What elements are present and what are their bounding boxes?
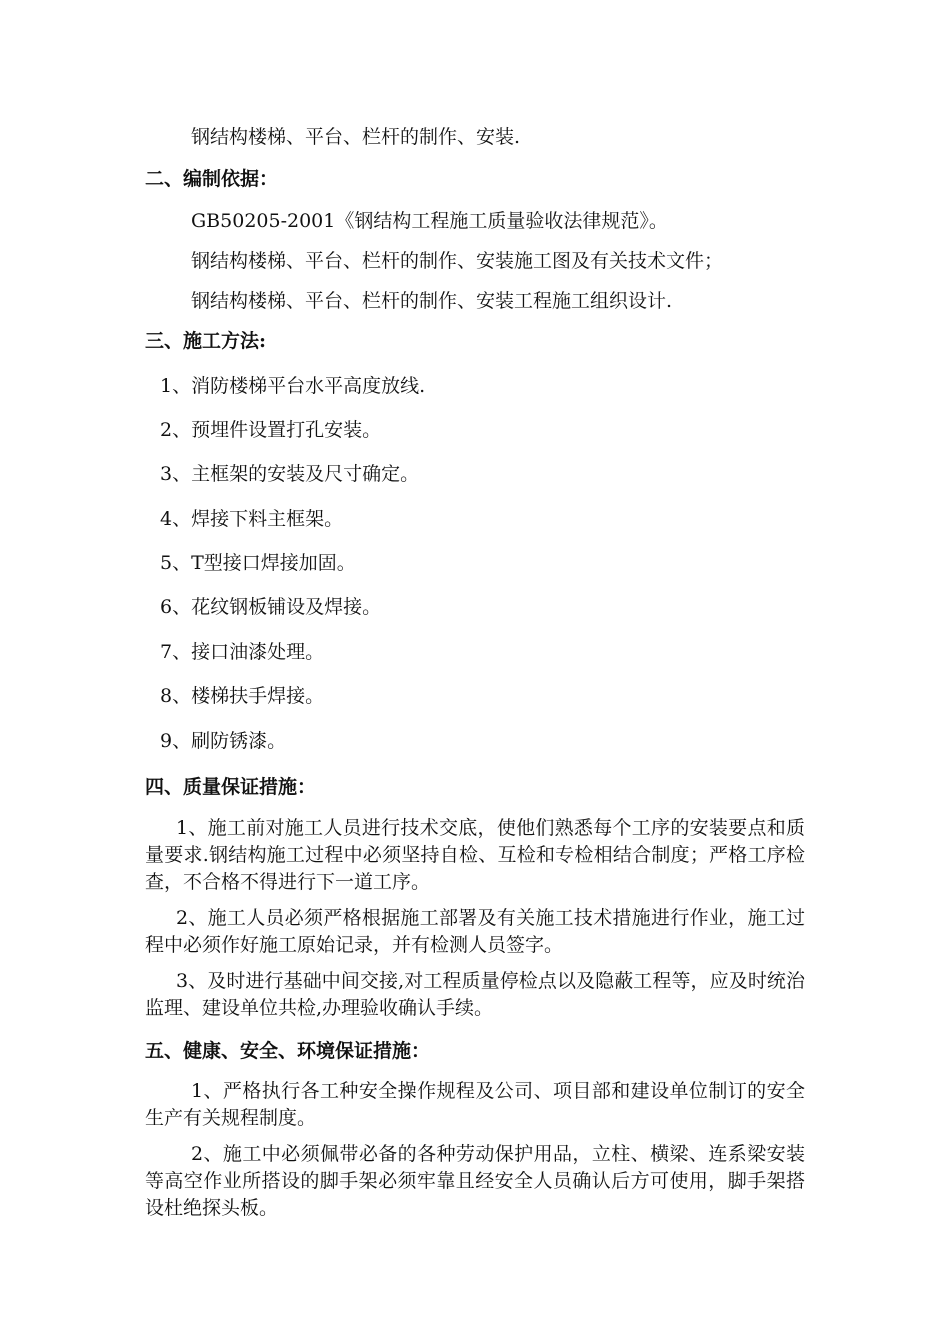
basis-item-2: 钢结构楼梯、平台、栏杆的制作、安装施工图及有关技术文件；: [191, 250, 724, 272]
safety-paragraph-2: 2、施工中必须佩带必备的各种劳动保护用品，立柱、横梁、连系梁安装等高空作业所搭设的脚手架必须牢靠且经安全人员确认后方可使用，脚手架搭设杜绝探头板。: [145, 1143, 805, 1219]
method-step-9: 9、刷防锈漆。: [160, 730, 287, 752]
quality-paragraph-3: 3、及时进行基础中间交接,对工程质量停检点以及隐蔽工程等，应及时统治监理、建设单位共检,办理验收确认手续。: [145, 970, 805, 1019]
method-step-1: 1、消防楼梯平台水平高度放线.: [160, 375, 426, 397]
method-step-4: 4、焊接下料主框架。: [160, 508, 344, 530]
method-step-8: 8、楼梯扶手焊接。: [160, 685, 325, 707]
intro-line: 钢结构楼梯、平台、栏杆的制作、安装.: [191, 126, 521, 148]
method-step-6: 6、花纹钢板铺设及焊接。: [160, 596, 382, 618]
basis-item-3: 钢结构楼梯、平台、栏杆的制作、安装工程施工组织设计.: [191, 290, 673, 312]
method-step-5: 5、T型接口焊接加固。: [160, 552, 356, 574]
method-step-2: 2、预埋件设置打孔安装。: [160, 419, 382, 441]
method-step-3: 3、主框架的安装及尺寸确定。: [160, 463, 420, 485]
quality-paragraph-1: 1、施工前对施工人员进行技术交底，使他们熟悉每个工序的安装要点和质量要求.钢结构施工过程中必须坚持自检、互检和专检相结合制度；严格工序检查，不合格不得进行下一道工序。: [145, 817, 805, 893]
section-5-heading: 五、健康、安全、环境保证措施：: [145, 1040, 431, 1062]
section-2-heading: 二、编制依据：: [145, 168, 279, 190]
section-4-heading: 四、质量保证措施：: [145, 776, 317, 798]
quality-paragraph-2: 2、施工人员必须严格根据施工部署及有关施工技术措施进行作业，施工过程中必须作好施工原始记录，并有检测人员签字。: [145, 907, 805, 956]
section-3-heading: 三、施工方法:: [145, 330, 267, 352]
method-step-7: 7、接口油漆处理。: [160, 641, 325, 663]
safety-paragraph-1: 1、严格执行各工种安全操作规程及公司、项目部和建设单位制订的安全生产有关规程制度。: [145, 1080, 805, 1129]
basis-item-1: GB50205-2001《钢结构工程施工质量验收法律规范》。: [191, 210, 668, 232]
